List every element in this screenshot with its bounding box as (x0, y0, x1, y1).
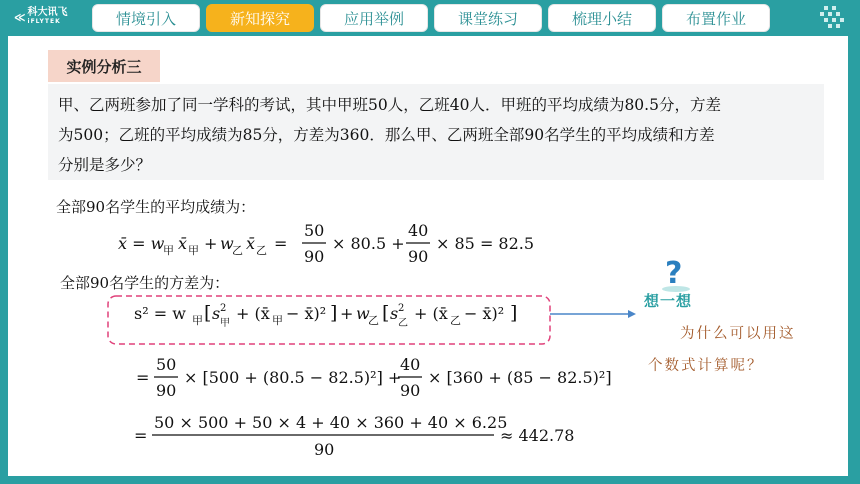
mean-frac2-num: 40 (408, 221, 429, 240)
step2-equals: = (136, 368, 150, 387)
think-question-line-1: 为什么可以用这 (680, 326, 796, 342)
mean-frac1-den: 90 (304, 247, 325, 266)
mean-sub-jia: 甲 (163, 244, 174, 257)
var-s-yi-sub: 乙 (398, 318, 408, 329)
mean-term2: × 85 = 82.5 (436, 234, 535, 253)
tab-homework[interactable]: 布置作业 (662, 4, 770, 32)
var-bracket-close-2: ] (510, 302, 518, 324)
var-bracket-open-2: [ (382, 302, 390, 324)
brand-logo (14, 8, 68, 26)
step3-denominator: 90 (314, 440, 335, 459)
tab-class-practice[interactable]: 课堂练习 (434, 4, 542, 32)
mean-sub-yi-2: 乙 (256, 244, 267, 257)
var-s-yi-sq: 2 (398, 303, 405, 314)
variance-label: 全部90名学生的方差为： (60, 274, 230, 292)
top-navigation-bar (0, 0, 860, 36)
variance-step-3 (134, 413, 574, 459)
var-term2-rest: − x̄)² (464, 304, 505, 323)
variance-step-2 (136, 355, 612, 400)
problem-line-2: 为500；乙班的平均成绩为85分，方差为360．那么甲、乙两班全部90名学生的平均成绩和方差 (58, 126, 715, 144)
var-s-yi: s (390, 304, 399, 323)
think-arrow-head-icon (628, 310, 636, 318)
var-s-jia-sq: 2 (220, 303, 227, 314)
mean-xbar-yi: x̄ (246, 234, 256, 253)
step2-frac1-num: 50 (156, 355, 177, 374)
var-term1: + (x̄ (236, 304, 270, 323)
tab-scenario-intro[interactable]: 情境引入 (92, 4, 200, 32)
var-bracket-close-1: ] (330, 302, 338, 324)
example-tag: 实例分析三 (48, 50, 160, 82)
mean-formula (118, 221, 534, 266)
mean-plus: + (204, 234, 218, 253)
logo-brand-sub: iFLYTEK (27, 18, 61, 25)
mean-frac2-den: 90 (408, 247, 429, 266)
step3-equals: = (134, 426, 148, 445)
svg-text:?: ? (665, 256, 683, 291)
step2-frac2-den: 90 (400, 381, 421, 400)
var-bracket-open-1: [ (204, 302, 212, 324)
step2-term2: × [360 + (85 − 82.5)²] (428, 368, 612, 387)
var-s-jia-sub: 甲 (220, 318, 230, 329)
slide-content-panel (8, 36, 848, 476)
problem-line-3: 分别是多少？ (58, 156, 152, 174)
section-tabs (92, 4, 770, 32)
var-term1-rest: − x̄)² (286, 304, 327, 323)
mean-equals: = (274, 234, 288, 253)
mean-sub-yi: 乙 (232, 244, 243, 257)
mean-frac1-num: 50 (304, 221, 325, 240)
tab-new-knowledge[interactable]: 新知探究 (206, 4, 314, 32)
logo-brand-text: 科大讯飞 (27, 7, 68, 18)
mean-label: 全部90名学生的平均成绩为： (56, 198, 256, 216)
think-question-line-2: 个数式计算呢？ (648, 358, 764, 374)
var-plus: + (340, 304, 354, 323)
mean-lhs: x̄ = w (118, 234, 165, 253)
var-sub-yi: 乙 (368, 314, 379, 327)
logo-mark-icon: ≪ (14, 10, 25, 24)
var-w-yi: w (356, 304, 370, 323)
var-xbar-sub-jia: 甲 (272, 314, 283, 327)
mean-term1: × 80.5 + (332, 234, 405, 253)
step3-result: ≈ 442.78 (500, 426, 575, 445)
logo-text (28, 8, 68, 26)
var-s-jia: s (212, 304, 221, 323)
var-xbar-sub-yi: 乙 (450, 314, 461, 327)
think-title: 想一想 (644, 292, 693, 310)
step3-numerator: 50 × 500 + 50 × 4 + 40 × 360 + 40 × 6.25 (154, 413, 508, 432)
step2-frac2-num: 40 (400, 355, 421, 374)
mean-sub-jia-2: 甲 (188, 244, 199, 257)
mean-xbar-jia: x̄ (178, 234, 188, 253)
variance-formula (134, 302, 517, 329)
var-term2: + (x̄ (414, 304, 448, 323)
formula-area (8, 36, 848, 476)
mean-w-yi: w (220, 234, 234, 253)
tab-summary[interactable]: 梳理小结 (548, 4, 656, 32)
variance-lhs: s² = w (134, 304, 186, 323)
tab-application-examples[interactable]: 应用举例 (320, 4, 428, 32)
question-mark-icon (662, 256, 690, 292)
step2-frac1-den: 90 (156, 381, 177, 400)
decorative-dots-icon (810, 4, 850, 32)
problem-line-1: 甲、乙两班参加了同一学科的考试，其中甲班50人，乙班40人．甲班的平均成绩为80.5分，方差 (58, 96, 721, 114)
var-sub-jia: 甲 (192, 314, 203, 327)
step2-term1: × [500 + (80.5 − 82.5)²] + (184, 368, 402, 387)
